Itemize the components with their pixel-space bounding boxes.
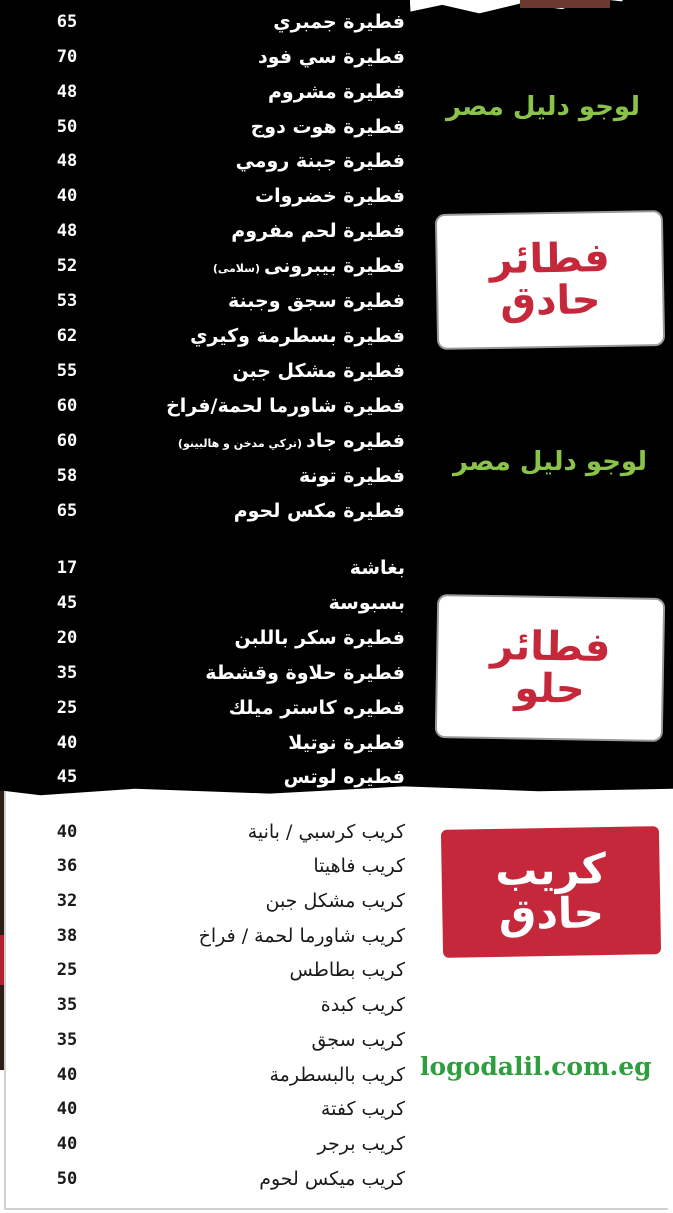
menu-item-name: فطيرة جمبري <box>273 11 405 33</box>
menu-item-price: 50 <box>56 117 78 137</box>
menu-item-price: 45 <box>56 767 78 787</box>
menu-item-price: 70 <box>56 47 78 67</box>
menu-item-name: فطيرة هوت دوج <box>250 116 405 138</box>
menu-item-row <box>0 553 673 583</box>
menu-item-price: 45 <box>56 593 78 613</box>
menu-item <box>313 851 405 881</box>
section-badge-crepe-line2: حادق <box>498 888 605 939</box>
menu-item-price: 40 <box>56 733 78 753</box>
menu-item-name: كريب مشكل جبن <box>265 890 405 912</box>
menu-item-name: بغاشة <box>349 557 405 579</box>
menu-item-row <box>0 7 673 37</box>
menu-item-price: 32 <box>56 891 78 911</box>
menu-item-name: فطيره جاد <box>306 430 405 452</box>
menu-item <box>178 426 405 459</box>
menu-item <box>199 921 405 951</box>
menu-item-price: 35 <box>56 1030 78 1050</box>
menu-item-row <box>0 391 673 421</box>
menu-item <box>289 955 405 985</box>
menu-item <box>213 251 405 284</box>
menu-item-name: كريب كفتة <box>320 1098 405 1120</box>
menu-item-price: 62 <box>56 326 78 346</box>
menu-item-price: 60 <box>56 396 78 416</box>
menu-item-price: 65 <box>56 501 78 521</box>
menu-item-note: (سلامى) <box>212 262 260 275</box>
watermark-site-url: logodalil.com.eg <box>420 1052 652 1081</box>
menu-item-name: فطيرة سجق وجبنة <box>227 290 405 312</box>
menu-item <box>317 1129 405 1159</box>
section-badge-savory-line2: حادق <box>499 277 601 325</box>
menu-item-name: فطيره لوتس <box>283 766 405 788</box>
menu-item <box>311 1025 405 1055</box>
menu-item-row <box>0 1025 673 1055</box>
menu-item <box>232 356 405 386</box>
menu-item-note: (تركي مدخن و هالبينو) <box>177 437 303 450</box>
menu-item <box>166 391 405 421</box>
menu-item-row <box>0 955 673 985</box>
menu-item-name: كريب فاهيتا <box>313 855 405 877</box>
menu-item-name: فطيرة نوتيلا <box>288 732 405 754</box>
menu-item-price: 40 <box>56 1065 78 1085</box>
menu-item <box>255 181 405 211</box>
menu-item <box>190 321 405 351</box>
menu-item-price: 53 <box>56 291 78 311</box>
menu-item-name: كريب بطاطس <box>289 959 405 981</box>
menu-item-price: 48 <box>56 221 78 241</box>
menu-item <box>234 496 405 526</box>
menu-item-price: 60 <box>56 431 78 451</box>
menu-item-name: كريب ميكس لحوم <box>259 1168 405 1190</box>
section-badge-savory-line1: فطائر <box>489 234 611 284</box>
menu-item-name: فطيرة خضروات <box>254 185 405 207</box>
menu-item-price: 58 <box>56 466 78 486</box>
menu-item-row <box>0 1094 673 1124</box>
section-badge-savory-pies <box>437 212 663 348</box>
section-badge-sweet-line2: حلو <box>514 665 586 713</box>
menu-item-name: بسبوسة <box>328 592 405 614</box>
menu-item-name: فطيرة سي فود <box>258 46 405 68</box>
menu-item-name: فطيرة حلاوة وقشطة <box>205 662 405 684</box>
watermark-logo-dalil-2: لوجو دليل مصر <box>452 447 647 477</box>
menu-item-name: كريب كرسبي / بانية <box>247 821 405 843</box>
menu-item-name: كريب سجق <box>311 1029 405 1051</box>
menu-item-name: فطيره كاستر ميلك <box>228 697 405 719</box>
menu-item-name: فطيرة تونة <box>298 465 405 487</box>
menu-item-price: 40 <box>56 1099 78 1119</box>
menu-item-price: 48 <box>56 151 78 171</box>
menu-item-price: 36 <box>56 856 78 876</box>
menu-item-name: كريب بالبسطرمة <box>269 1064 405 1086</box>
menu-item-price: 40 <box>56 186 78 206</box>
menu-item <box>270 1060 406 1090</box>
menu-item <box>248 817 405 847</box>
menu-item-name: فطيرة جبنة رومي <box>235 150 405 172</box>
menu-item <box>229 693 405 723</box>
menu-item-price: 52 <box>56 256 78 276</box>
menu-item-price: 35 <box>56 995 78 1015</box>
menu-item <box>299 461 405 491</box>
menu-item <box>258 42 405 72</box>
menu-item-name: فطيرة سكر باللبن <box>234 627 405 649</box>
menu-item-row <box>0 1164 673 1194</box>
menu-item <box>288 728 405 758</box>
menu-item-name: كريب برجر <box>317 1133 405 1155</box>
menu-item-row <box>0 990 673 1020</box>
menu-item-price: 25 <box>56 960 78 980</box>
menu-item-name: فطيرة بيبرونى <box>264 255 405 277</box>
menu-item-price: 25 <box>56 698 78 718</box>
menu-item <box>234 623 405 653</box>
section-badge-sweet-line1: فطائر <box>489 622 611 672</box>
menu-item-price: 35 <box>56 663 78 683</box>
menu-item-row <box>0 42 673 72</box>
menu-item-price: 50 <box>56 1169 78 1189</box>
menu-item-row <box>0 181 673 211</box>
section-badge-crepe-line1: كريب <box>494 843 607 895</box>
menu-item <box>350 553 405 583</box>
menu-item <box>273 7 405 37</box>
menu-item <box>259 1164 405 1194</box>
menu-item-price: 48 <box>56 82 78 102</box>
menu-item-price: 20 <box>56 628 78 648</box>
menu-item <box>205 658 405 688</box>
menu-item-name: فطيرة شاورما لحمة/فراخ <box>166 395 405 417</box>
menu-item <box>321 990 405 1020</box>
menu-item <box>228 286 405 316</box>
menu-item <box>268 77 405 107</box>
menu-item-price: 55 <box>56 361 78 381</box>
menu-item <box>236 146 405 176</box>
menu-item-name: كريب كبدة <box>320 994 405 1016</box>
menu-item-name: فطيرة مشروم <box>267 81 405 103</box>
menu-item <box>329 588 405 618</box>
menu-item <box>321 1094 405 1124</box>
menu-item-row <box>0 1129 673 1159</box>
menu-item <box>284 762 405 792</box>
menu-item-name: فطيرة لحم مفروم <box>231 220 405 242</box>
menu-item-price: 65 <box>56 12 78 32</box>
menu-item-name: فطيرة مكس لحوم <box>233 500 405 522</box>
watermark-logo-dalil-1: لوجو دليل مصر <box>445 92 640 122</box>
menu-item-price: 38 <box>56 926 78 946</box>
menu-item <box>265 886 405 916</box>
menu-item-price: 40 <box>56 1134 78 1154</box>
section-badge-crepes <box>441 826 661 958</box>
menu-item-row <box>0 496 673 526</box>
menu-item-row <box>0 146 673 176</box>
section-badge-sweet-pies <box>437 596 663 740</box>
menu-item-price: 40 <box>56 822 78 842</box>
menu-item-row <box>0 762 673 792</box>
menu-item-name: فطيرة بسطرمة وكيري <box>190 325 405 347</box>
menu-item-row <box>0 356 673 386</box>
menu-item <box>231 216 405 246</box>
menu-item <box>251 112 405 142</box>
menu-item-price: 17 <box>56 558 78 578</box>
menu-item-name: كريب شاورما لحمة / فراخ <box>198 925 405 947</box>
menu-item-name: فطيرة مشكل جبن <box>232 360 405 382</box>
